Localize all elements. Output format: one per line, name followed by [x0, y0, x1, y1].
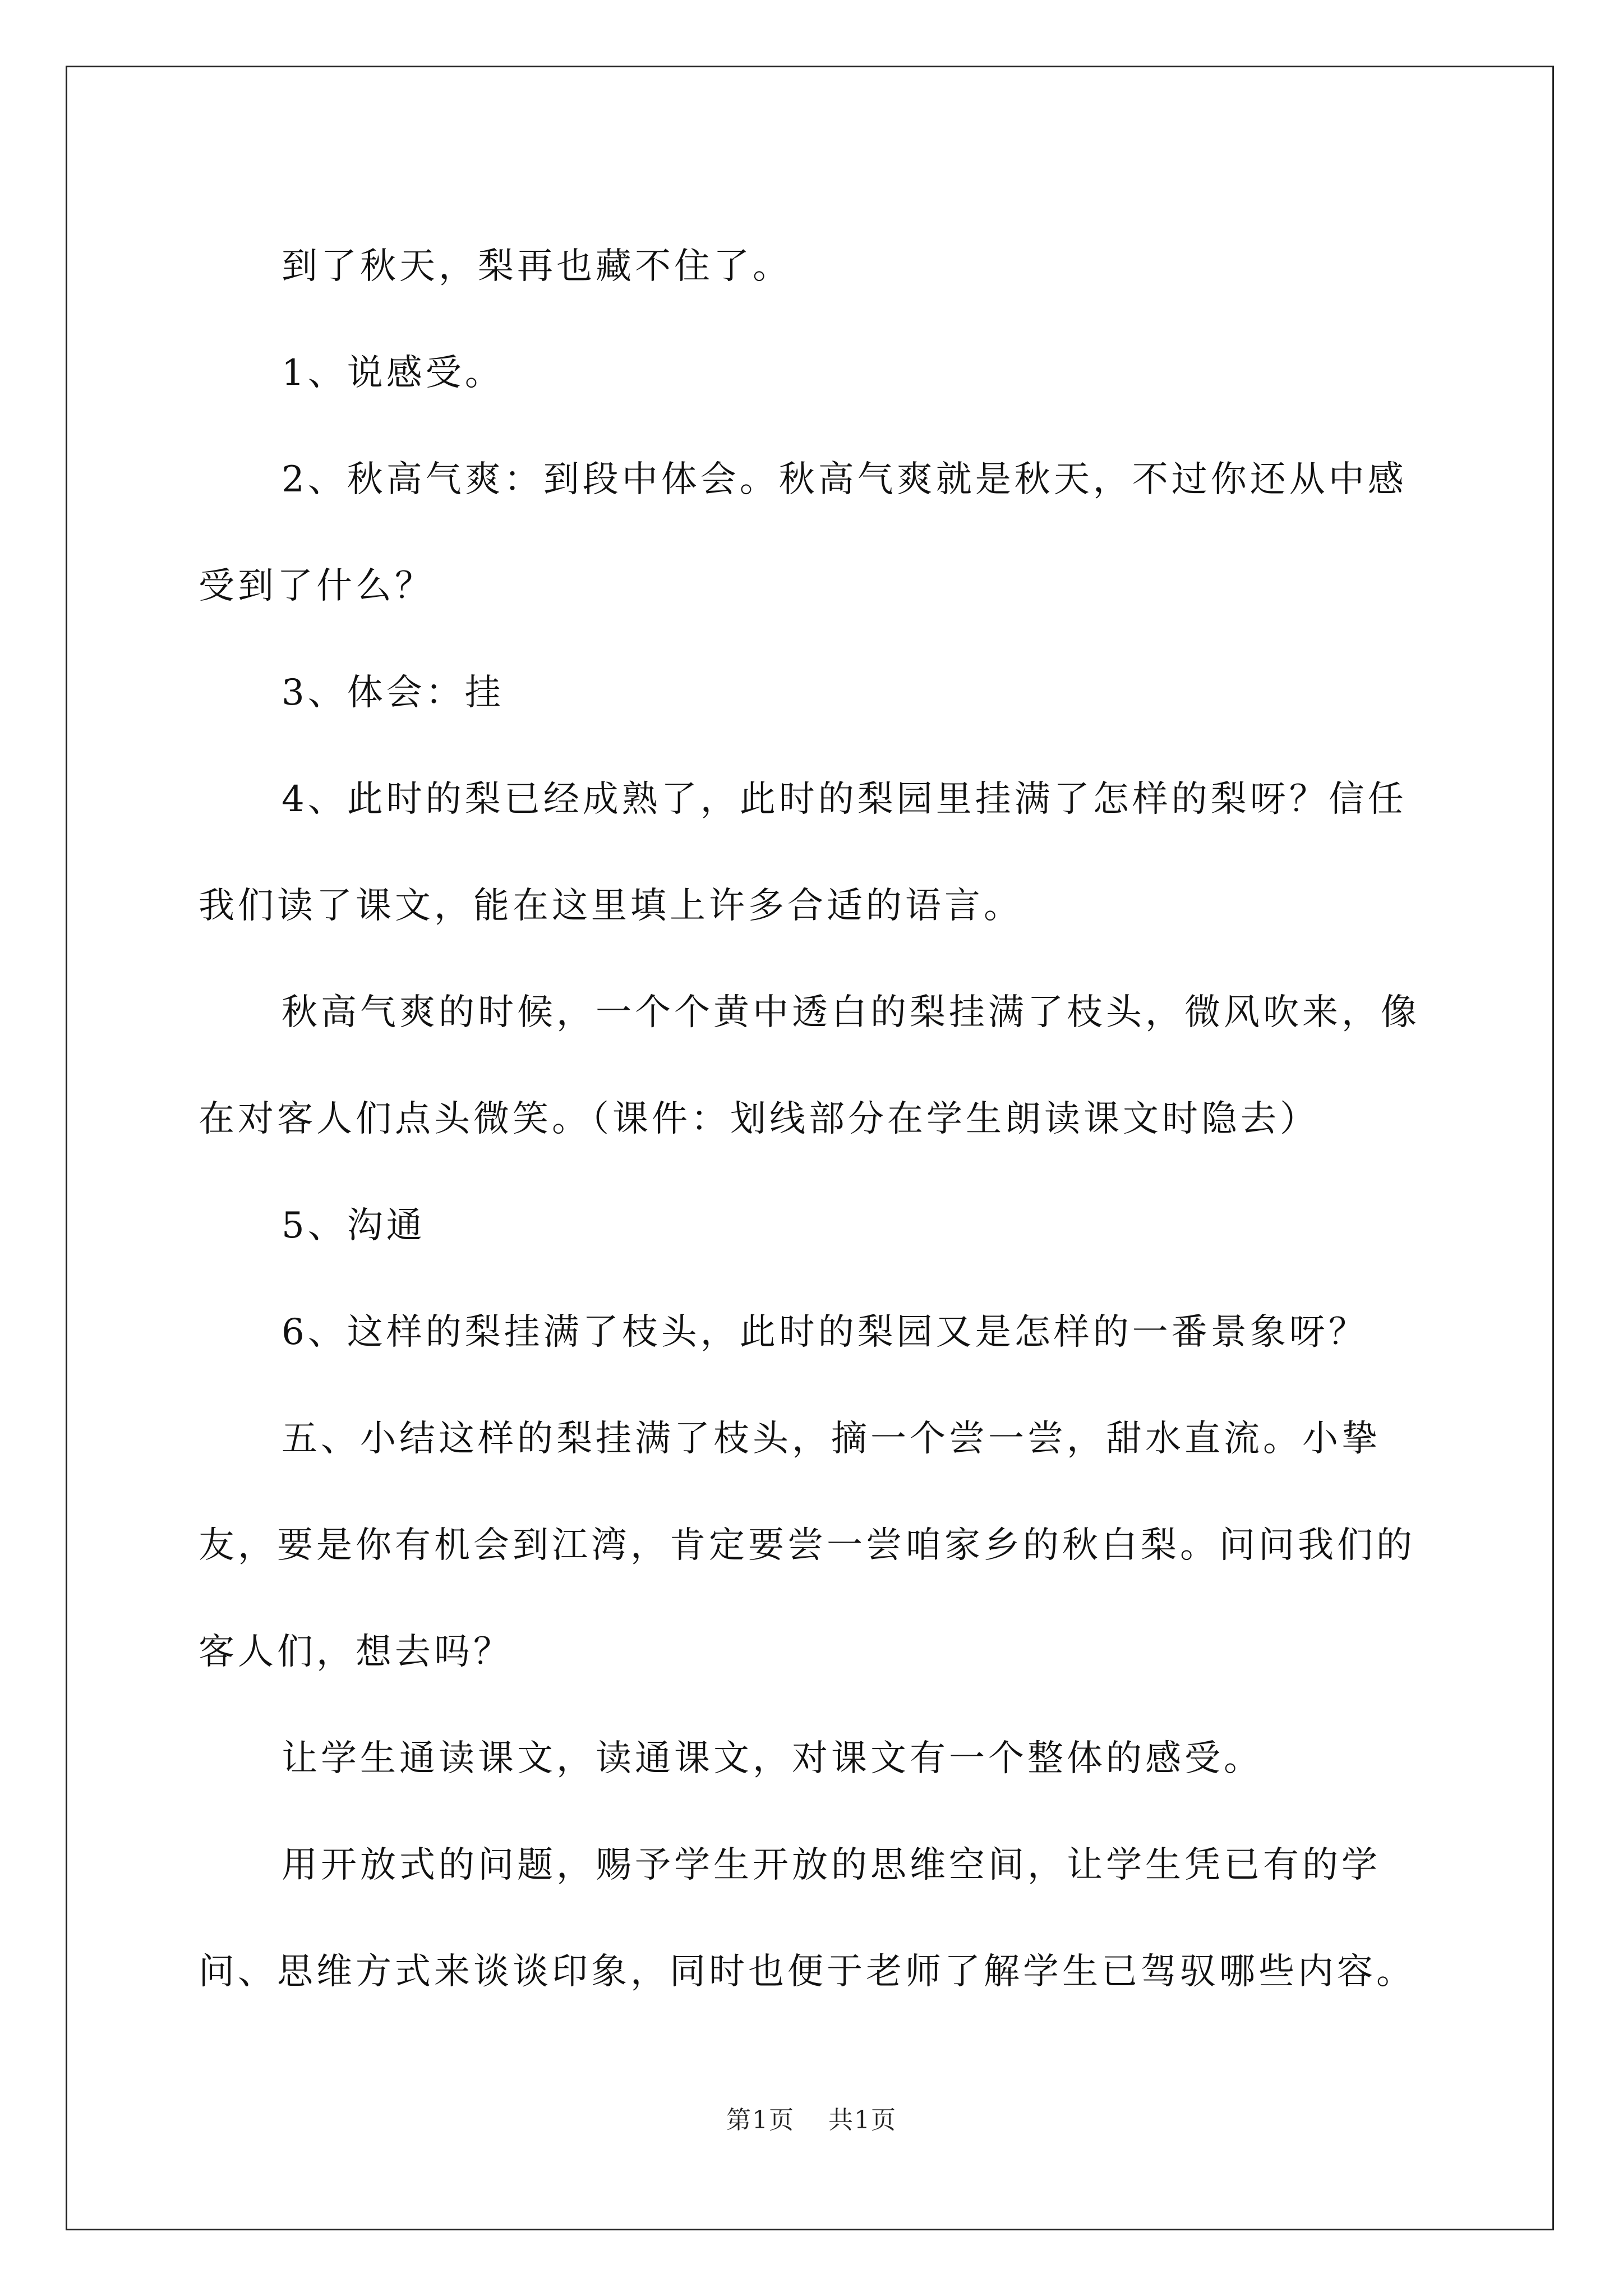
- page-number-current: 第1页: [726, 2106, 795, 2134]
- paragraph-10: 让学生通读课文，读通课文，对课文有一个整体的感受。: [282, 1738, 1263, 1779]
- document-body: [199, 213, 1438, 2025]
- paragraph-7: 5、沟通: [282, 1205, 426, 1246]
- paragraph-4: 3、体会：挂: [282, 672, 504, 714]
- paragraph-1: 到了秋天，梨再也藏不住了。: [282, 246, 792, 287]
- paragraph-2: 1、说感受。: [282, 352, 504, 394]
- paragraph-8: 6、这样的梨挂满了枝头，此时的梨园又是怎样的一番景象呀？: [282, 1312, 1368, 1353]
- paragraph-6: 秋高气爽的时候，一个个黄中透白的梨挂满了枝头，微风吹来，像在对客人们点头微笑。（课件：划线部分在学生朗读课文时隐去）: [199, 992, 1420, 1140]
- paragraph-3: 2、秋高气爽：到段中体会。秋高气爽就是秋天，不过你还从中感受到了什么？: [199, 459, 1407, 607]
- paragraph-9: 五、小结这样的梨挂满了枝头，摘一个尝一尝，甜水直流。小挚友，要是你有机会到江湾，肯定要尝一尝咱家乡的秋白梨。问问我们的客人们，想去吗？: [199, 1418, 1415, 1673]
- paragraph-5: 4、此时的梨已经成熟了，此时的梨园里挂满了怎样的梨呀？信任我们读了课文，能在这里填上许多合适的语言。: [199, 779, 1407, 927]
- page-number-total: 共1页: [828, 2106, 897, 2134]
- page-footer: [0, 2104, 1623, 2137]
- paragraph-11: 用开放式的问题，赐予学生开放的思维空间，让学生凭已有的学问、思维方式来谈谈印象，同时也便于老师了解学生已驾驭哪些内容。: [199, 1844, 1415, 1993]
